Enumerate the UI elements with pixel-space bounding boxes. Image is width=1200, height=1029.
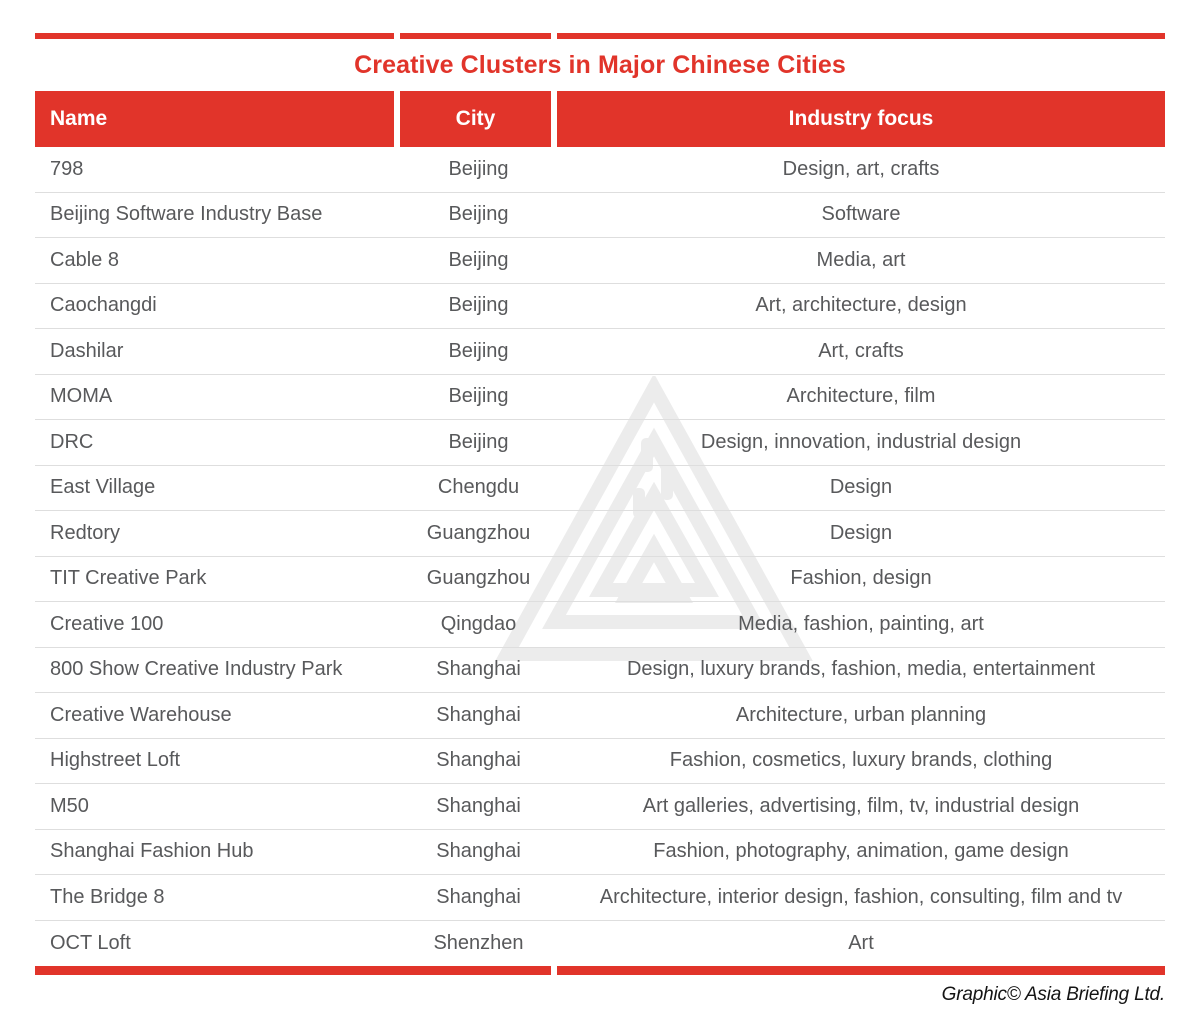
cell-industry: Design bbox=[829, 476, 893, 499]
cell-name: 800 Show Creative Industry Park bbox=[50, 658, 343, 681]
cell-industry: Software bbox=[821, 203, 901, 226]
top-rule-segment bbox=[400, 33, 551, 39]
table-row bbox=[35, 193, 1165, 239]
cell-city: Guangzhou bbox=[426, 567, 531, 590]
cell-industry: Art, architecture, design bbox=[755, 294, 967, 317]
table-row bbox=[35, 557, 1165, 603]
table-row bbox=[35, 602, 1165, 648]
cell-name: TIT Creative Park bbox=[50, 567, 207, 590]
table-row bbox=[35, 648, 1165, 694]
table-row bbox=[35, 238, 1165, 284]
cell-industry: Design bbox=[829, 521, 893, 544]
cell-name: MOMA bbox=[50, 385, 113, 408]
header-cell-name: Name bbox=[35, 91, 394, 147]
creative-clusters-table bbox=[35, 91, 1165, 966]
header-cell-city: City bbox=[400, 91, 551, 147]
cell-industry: Art bbox=[848, 931, 874, 954]
bottom-rule-segment bbox=[557, 966, 1165, 975]
cell-city: Beijing bbox=[448, 385, 509, 408]
table-row bbox=[35, 511, 1165, 557]
cell-city: Beijing bbox=[448, 294, 509, 317]
cell-city: Beijing bbox=[448, 248, 509, 271]
table-row bbox=[35, 830, 1165, 876]
table-row bbox=[35, 375, 1165, 421]
cell-industry: Design, innovation, industrial design bbox=[700, 430, 1022, 453]
table-row bbox=[35, 739, 1165, 785]
cell-city: Shanghai bbox=[436, 840, 521, 863]
cell-city: Shanghai bbox=[436, 794, 521, 817]
cell-city: Beijing bbox=[448, 157, 509, 180]
table-row bbox=[35, 329, 1165, 375]
cell-name: Redtory bbox=[50, 521, 121, 544]
cell-name: OCT Loft bbox=[50, 931, 131, 954]
cell-city: Shanghai bbox=[436, 703, 521, 726]
cell-city: Shanghai bbox=[436, 749, 521, 772]
cell-city: Shanghai bbox=[436, 885, 521, 908]
bottom-rule bbox=[35, 966, 1165, 975]
bottom-rule-segment bbox=[35, 966, 551, 975]
cell-city: Beijing bbox=[448, 339, 509, 362]
cell-name: Creative 100 bbox=[50, 612, 164, 635]
table-row bbox=[35, 693, 1165, 739]
cell-name: Dashilar bbox=[50, 339, 124, 362]
cell-industry: Architecture, interior design, fashion, consulting, film and tv bbox=[599, 885, 1123, 908]
top-rule bbox=[35, 33, 1165, 39]
cell-city: Shanghai bbox=[436, 658, 521, 681]
table-header-row bbox=[35, 91, 1165, 147]
cell-industry: Architecture, film bbox=[786, 385, 936, 408]
cell-city: Qingdao bbox=[440, 612, 517, 635]
cell-name: Caochangdi bbox=[50, 294, 157, 317]
cell-industry: Design, art, crafts bbox=[782, 157, 940, 180]
top-rule-segment bbox=[557, 33, 1165, 39]
header-cell-industry: Industry focus bbox=[557, 91, 1165, 147]
cell-name: Cable 8 bbox=[50, 248, 119, 271]
cell-name: Shanghai Fashion Hub bbox=[50, 840, 254, 863]
page-title: Creative Clusters in Major Chinese Cities bbox=[354, 50, 846, 79]
cell-name: East Village bbox=[50, 476, 156, 499]
cell-industry: Fashion, design bbox=[790, 567, 932, 590]
cell-industry: Media, art bbox=[816, 248, 906, 271]
table-body bbox=[35, 147, 1165, 966]
cell-name: M50 bbox=[50, 794, 89, 817]
cell-city: Beijing bbox=[448, 430, 509, 453]
cell-city: Shenzhen bbox=[433, 931, 524, 954]
credit-line: Graphic© Asia Briefing Ltd. bbox=[941, 984, 1165, 1005]
table-row bbox=[35, 466, 1165, 512]
cell-industry: Fashion, photography, animation, game design bbox=[653, 840, 1069, 863]
cell-city: Beijing bbox=[448, 203, 509, 226]
title-band bbox=[35, 39, 1165, 91]
cell-name: DRC bbox=[50, 430, 94, 453]
cell-name: Beijing Software Industry Base bbox=[50, 203, 323, 226]
table-row bbox=[35, 284, 1165, 330]
cell-name: 798 bbox=[50, 157, 84, 180]
cell-name: Creative Warehouse bbox=[50, 703, 232, 726]
cell-industry: Fashion, cosmetics, luxury brands, clothing bbox=[669, 749, 1053, 772]
cell-industry: Design, luxury brands, fashion, media, entertainment bbox=[626, 658, 1096, 681]
table-row bbox=[35, 921, 1165, 967]
table-row bbox=[35, 875, 1165, 921]
cell-industry: Art, crafts bbox=[818, 339, 904, 362]
cell-industry: Architecture, urban planning bbox=[735, 703, 987, 726]
cell-industry: Art galleries, advertising, film, tv, industrial design bbox=[642, 794, 1080, 817]
cell-name: Highstreet Loft bbox=[50, 749, 181, 772]
cell-name: The Bridge 8 bbox=[50, 885, 165, 908]
table-row bbox=[35, 147, 1165, 193]
cell-industry: Media, fashion, painting, art bbox=[738, 612, 984, 635]
cell-city: Chengdu bbox=[437, 476, 520, 499]
table-row bbox=[35, 784, 1165, 830]
cell-city: Guangzhou bbox=[426, 521, 531, 544]
table-row bbox=[35, 420, 1165, 466]
top-rule-segment bbox=[35, 33, 394, 39]
